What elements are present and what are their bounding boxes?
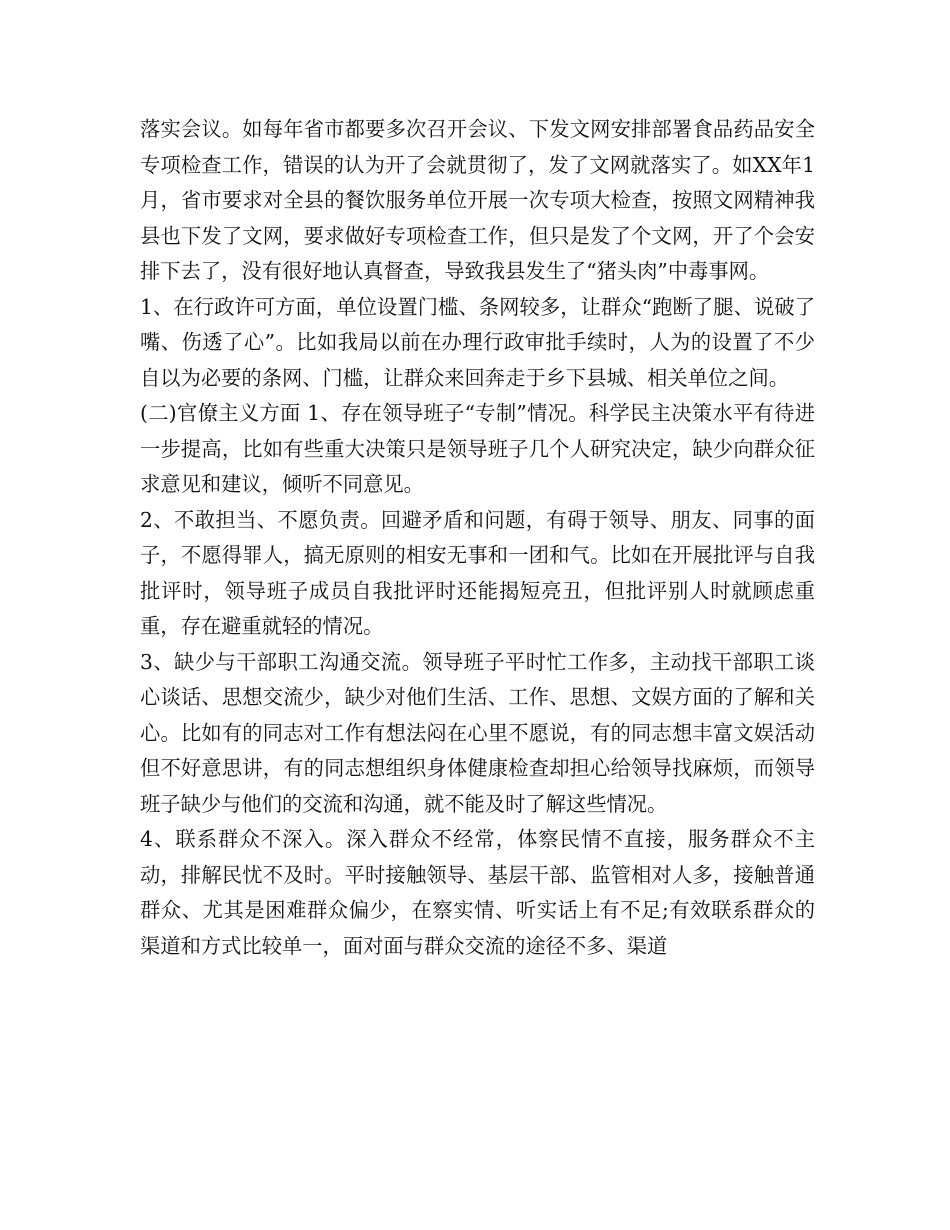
document-body xyxy=(140,112,815,964)
paragraph-1: 落实会议。如每年省市都要多次召开会议、下发文网安排部署食品药品安全专项检查工作，错误的认为开了会就贯彻了，发了文网就落实了。如XX年1月，省市要求对全县的餐饮服务单位开展一次专项大检查，按照文网精神我县也下发了文网，要求做好专项检查工作，但只是发了个文网，开了个会安排下去了，没有很好地认真督查，导致我县发生了“猪头肉”中毒事网。 xyxy=(140,117,815,283)
paragraph-6: 4、联系群众不深入。深入群众不经常，体察民情不直接，服务群众不主动，排解民忧不及时。平时接触领导、基层干部、监管相对人多，接触普通群众、尤其是困难群众偏少，在察实情、听实话上有不足;有效联系群众的渠道和方式比较单一，面对面与群众交流的途径不多、渠道 xyxy=(140,827,815,958)
paragraph-4: 2、不敢担当、不愿负责。回避矛盾和问题，有碍于领导、朋友、同事的面子，不愿得罪人，搞无原则的相安无事和一团和气。比如在开展批评与自我批评时，领导班子成员自我批评时还能揭短亮丑，但批评别人时就顾虑重重，存在避重就轻的情况。 xyxy=(140,507,815,638)
paragraph-3: (二)官僚主义方面 1、存在领导班子“专制”情况。科学民主决策水平有待进一步提高，比如有些重大决策只是领导班子几个人研究决定，缺少向群众征求意见和建议，倾听不同意见。 xyxy=(140,401,815,496)
paragraph-2: 1、在行政许可方面，单位设置门槛、条网较多，让群众“跑断了腿、说破了嘴、伤透了心”。比如我局以前在办理行政审批手续时，人为的设置了不少自以为必要的条网、门槛，让群众来回奔走于乡下县城、相关单位之间。 xyxy=(140,294,815,390)
paragraph-5: 3、缺少与干部职工沟通交流。领导班子平时忙工作多，主动找干部职工谈心谈话、思想交流少，缺少对他们生活、工作、思想、文娱方面的了解和关心。比如有的同志对工作有想法闷在心里不愿说，有的同志想丰富文娱活动但不好意思讲，有的同志想组织身体健康检查却担心给领导找麻烦，而领导班子缺少与他们的交流和沟通，就不能及时了解这些情况。 xyxy=(140,649,815,816)
